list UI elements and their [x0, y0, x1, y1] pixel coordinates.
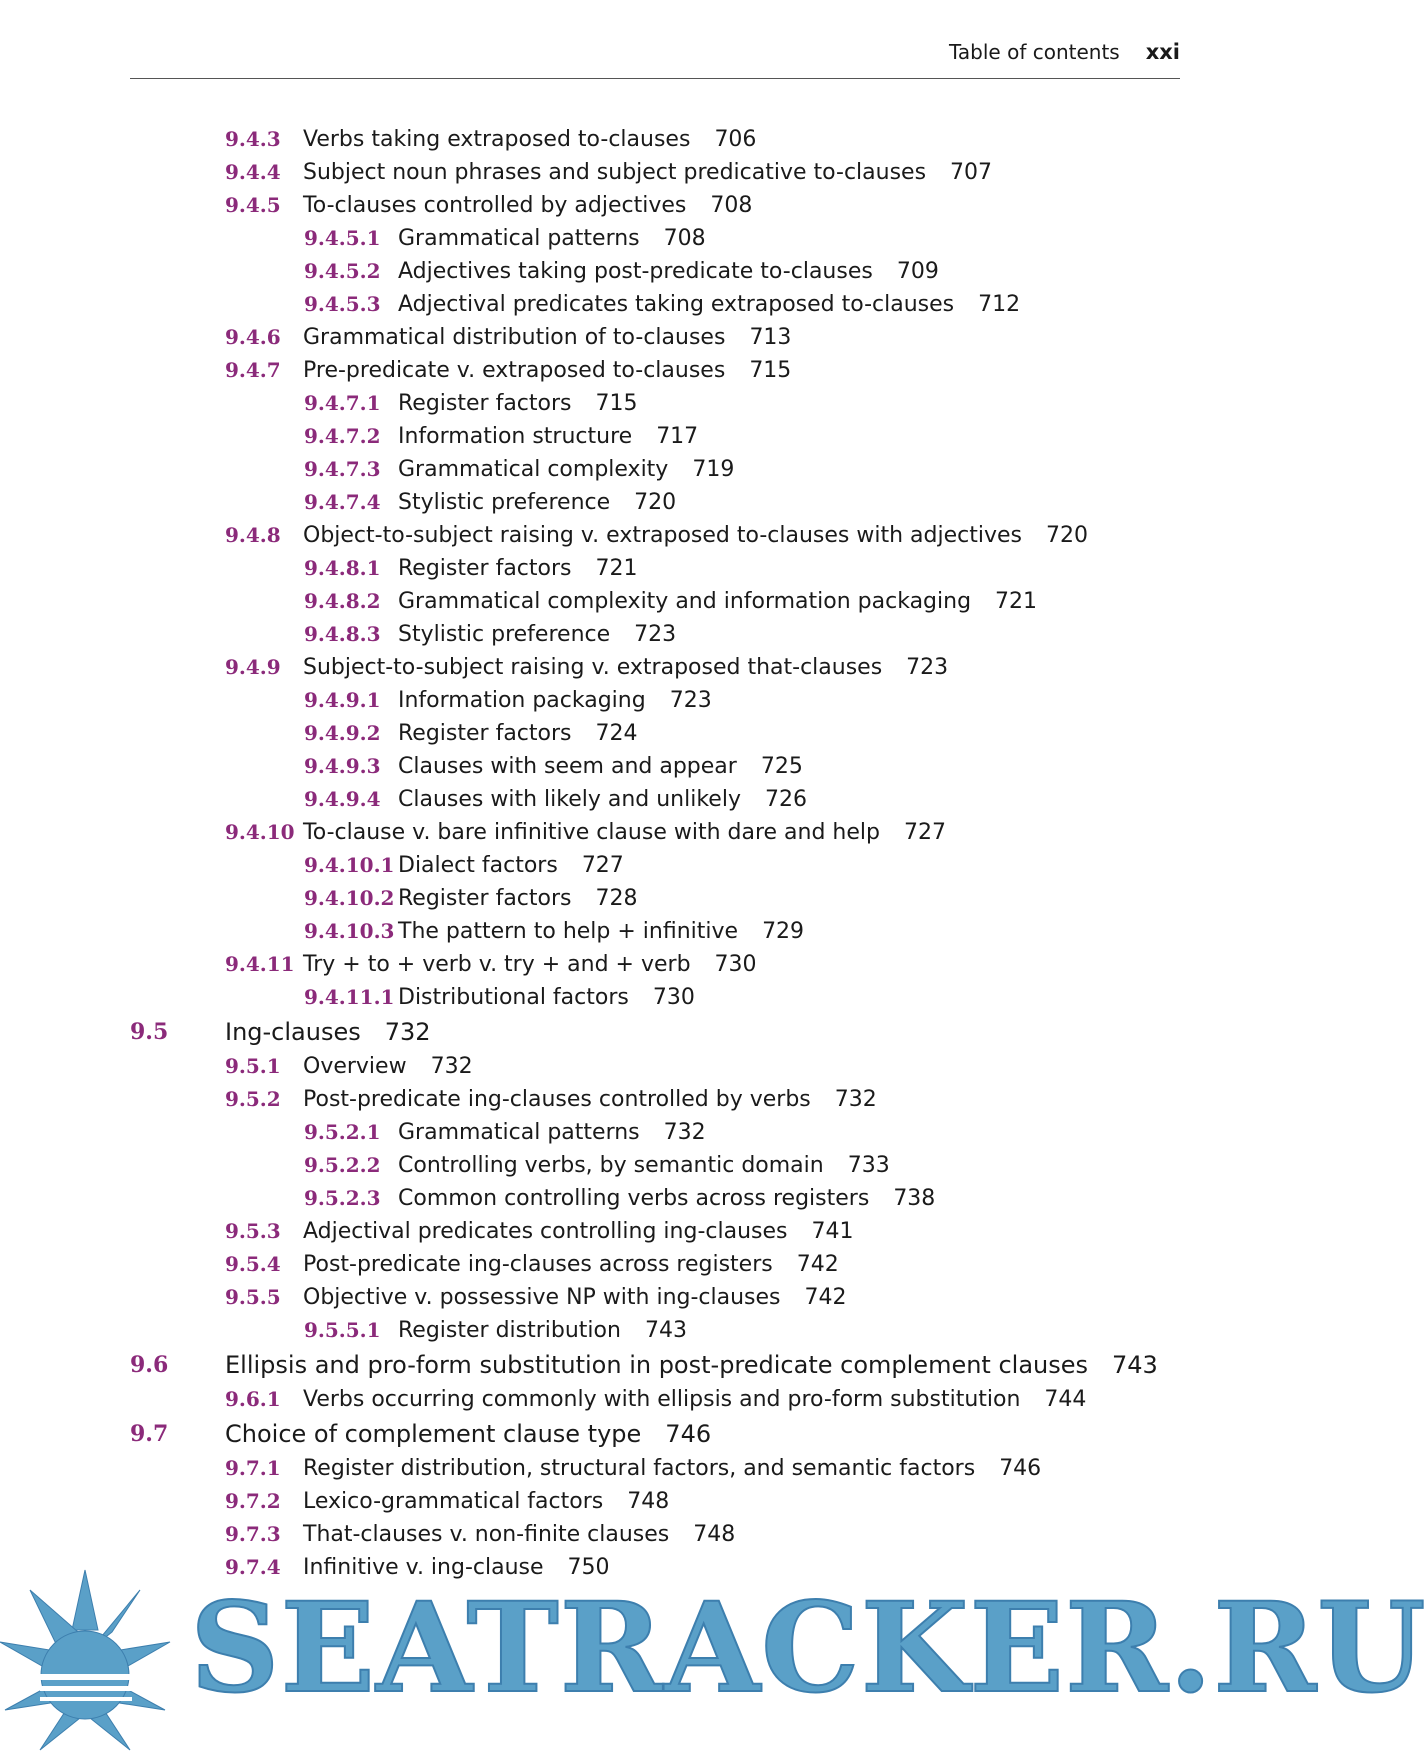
entry-title: Distributional factors	[398, 985, 629, 1010]
section-number: 9.4.6	[225, 325, 281, 349]
entry-title: Clauses with likely and unlikely	[398, 787, 741, 812]
entry-title: Post-predicate ing-clauses controlled by verbs	[303, 1087, 811, 1112]
entry-title: Dialect factors	[398, 853, 558, 878]
section-number: 9.5.5.1	[304, 1318, 381, 1342]
entry-title: Stylistic preference	[398, 622, 611, 647]
entry-title: Controlling verbs, by semantic domain	[398, 1153, 824, 1178]
entry-title: Verbs occurring commonly with ellipsis and pro-form substitution	[303, 1387, 1021, 1412]
entry-page: 733	[847, 1153, 890, 1178]
entry-page: 723	[906, 655, 949, 680]
section-number: 9.6	[130, 1352, 169, 1378]
entry-title: Overview	[303, 1054, 407, 1079]
page-header	[0, 40, 1180, 64]
section-number: 9.4.5	[225, 193, 281, 217]
entry-page: 715	[595, 391, 638, 416]
entry-title: Subject noun phrases and subject predicative to-clauses	[303, 160, 927, 185]
section-number: 9.4.7.1	[304, 391, 381, 415]
entry-title: Adjectival predicates controlling ing-clauses	[303, 1219, 788, 1244]
entry-page: 732	[663, 1120, 706, 1145]
entry-title: Grammatical patterns	[398, 226, 640, 251]
entry-page: 732	[384, 1018, 431, 1046]
section-number: 9.4.5.2	[304, 259, 381, 283]
entry-title: Register factors	[398, 391, 572, 416]
section-number: 9.4.9.4	[304, 787, 381, 811]
section-number: 9.4.11	[225, 952, 295, 976]
entry-title: Clauses with seem and appear	[398, 754, 737, 779]
entry-page: 708	[710, 193, 753, 218]
entry-page: 712	[978, 292, 1021, 317]
entry-page: 713	[749, 325, 792, 350]
entry-title: Post-predicate ing-clauses across registers	[303, 1252, 773, 1277]
entry-page: 723	[669, 688, 712, 713]
entry-page: 729	[762, 919, 805, 944]
section-number: 9.4.8.1	[304, 556, 381, 580]
entry-title: Common controlling verbs across registers	[398, 1186, 870, 1211]
entry-page: 717	[656, 424, 699, 449]
section-number: 9.5.5	[225, 1285, 281, 1309]
section-number: 9.5.2.1	[304, 1120, 381, 1144]
entry-page: 720	[634, 490, 677, 515]
section-number: 9.4.10	[225, 820, 295, 844]
entry-title: Register factors	[398, 556, 572, 581]
entry-page: 744	[1044, 1387, 1087, 1412]
section-number: 9.5.1	[225, 1054, 281, 1078]
entry-page: 726	[764, 787, 807, 812]
section-number: 9.4.8.2	[304, 589, 381, 613]
entry-page: 748	[693, 1522, 736, 1547]
section-number: 9.5.2	[225, 1087, 281, 1111]
section-number: 9.4.10.2	[304, 886, 395, 910]
entry-page: 742	[796, 1252, 839, 1277]
entry-title: Register distribution	[398, 1318, 621, 1343]
running-title: Table of contents	[949, 40, 1120, 64]
section-number: 9.4.7.3	[304, 457, 381, 481]
entry-title: Choice of complement clause type	[225, 1420, 642, 1448]
entry-title: Pre-predicate v. extraposed to-clauses	[303, 358, 726, 383]
entry-title: Subject-to-subject raising v. extraposed that-clauses	[303, 655, 883, 680]
page-number: xxi	[1145, 40, 1180, 64]
entry-title: Grammatical distribution of to-clauses	[303, 325, 726, 350]
entry-title: Register factors	[398, 886, 572, 911]
section-number: 9.7.2	[225, 1489, 281, 1513]
entry-page: 725	[760, 754, 803, 779]
entry-title: To-clause v. bare infinitive clause with dare and help	[303, 820, 880, 845]
section-number: 9.4.8	[225, 523, 281, 547]
section-number: 9.6.1	[225, 1387, 281, 1411]
entry-title: Infinitive v. ing-clause	[303, 1555, 544, 1580]
section-number: 9.4.4	[225, 160, 281, 184]
entry-title: Register factors	[398, 721, 572, 746]
entry-title: That-clauses v. non-finite clauses	[303, 1522, 670, 1547]
entry-page: 732	[430, 1054, 473, 1079]
watermark	[0, 1570, 1426, 1756]
watermark-text: SEATRACKER.RU	[190, 1576, 1426, 1721]
section-number: 9.4.8.3	[304, 622, 381, 646]
entry-title: Grammatical complexity and information packaging	[398, 589, 972, 614]
entry-page: 743	[644, 1318, 687, 1343]
section-number: 9.5.2.2	[304, 1153, 381, 1177]
entry-title: Adjectives taking post-predicate to-clauses	[398, 259, 873, 284]
entry-page: 728	[595, 886, 638, 911]
entry-page: 709	[896, 259, 939, 284]
section-number: 9.4.9.2	[304, 721, 381, 745]
section-number: 9.4.9.1	[304, 688, 381, 712]
entry-title: Register distribution, structural factors, and semantic factors	[303, 1456, 976, 1481]
section-number: 9.5.3	[225, 1219, 281, 1243]
section-number: 9.7.3	[225, 1522, 281, 1546]
section-number: 9.4.7.2	[304, 424, 381, 448]
entry-page: 727	[903, 820, 946, 845]
entry-title: Stylistic preference	[398, 490, 611, 515]
entry-page: 748	[627, 1489, 670, 1514]
entry-page: 715	[749, 358, 792, 383]
entry-title: Verbs taking extraposed to-clauses	[303, 127, 691, 152]
section-number: 9.4.9	[225, 655, 281, 679]
entry-page: 719	[692, 457, 735, 482]
entry-title: Adjectival predicates taking extraposed to-clauses	[398, 292, 955, 317]
entry-page: 723	[634, 622, 677, 647]
entry-title: Grammatical complexity	[398, 457, 669, 482]
section-number: 9.4.3	[225, 127, 281, 151]
entry-page: 741	[811, 1219, 854, 1244]
entry-title: Grammatical patterns	[398, 1120, 640, 1145]
section-number: 9.7.4	[225, 1555, 281, 1579]
section-number: 9.4.9.3	[304, 754, 381, 778]
entry-page: 707	[950, 160, 993, 185]
section-number: 9.5	[130, 1019, 169, 1045]
entry-page: 706	[714, 127, 757, 152]
entry-title: Information packaging	[398, 688, 646, 713]
entry-page: 746	[665, 1420, 712, 1448]
entry-title: The pattern to help + infinitive	[398, 919, 739, 944]
section-number: 9.4.10.3	[304, 919, 395, 943]
entry-page: 742	[804, 1285, 847, 1310]
entry-page: 730	[652, 985, 695, 1010]
section-number: 9.7.1	[225, 1456, 281, 1480]
entry-title: Lexico-grammatical factors	[303, 1489, 604, 1514]
entry-page: 708	[663, 226, 706, 251]
entry-page: 746	[999, 1456, 1042, 1481]
entry-page: 750	[567, 1555, 610, 1580]
entry-page: 720	[1046, 523, 1088, 548]
entry-page: 732	[834, 1087, 877, 1112]
section-number: 9.5.4	[225, 1252, 281, 1276]
entry-page: 721	[995, 589, 1038, 614]
section-number: 9.4.5.1	[304, 226, 381, 250]
section-number: 9.4.7.4	[304, 490, 381, 514]
entry-page: 730	[714, 952, 757, 977]
entry-page: 738	[893, 1186, 936, 1211]
entry-title: Try + to + verb v. try + and + verb	[303, 952, 691, 977]
section-number: 9.4.10.1	[304, 853, 395, 877]
entry-title: Ing-clauses	[225, 1018, 361, 1046]
entry-title: Ellipsis and pro-form substitution in post-predicate complement clauses	[225, 1351, 1089, 1379]
section-number: 9.4.7	[225, 358, 281, 382]
entry-page: 724	[595, 721, 638, 746]
entry-title: Information structure	[398, 424, 633, 449]
entry-title: Objective v. possessive NP with ing-clauses	[303, 1285, 781, 1310]
entry-page: 727	[581, 853, 624, 878]
entry-page: 743	[1112, 1351, 1158, 1379]
section-number: 9.5.2.3	[304, 1186, 381, 1210]
entry-title: To-clauses controlled by adjectives	[303, 193, 687, 218]
entry-title: Object-to-subject raising v. extraposed to-clauses with adjectives	[303, 523, 1022, 548]
entry-page: 721	[595, 556, 638, 581]
sun-logo-icon	[0, 1570, 190, 1756]
header-rule	[130, 78, 1180, 79]
section-number: 9.7	[130, 1421, 169, 1447]
section-number: 9.4.5.3	[304, 292, 381, 316]
section-number: 9.4.11.1	[304, 985, 395, 1009]
